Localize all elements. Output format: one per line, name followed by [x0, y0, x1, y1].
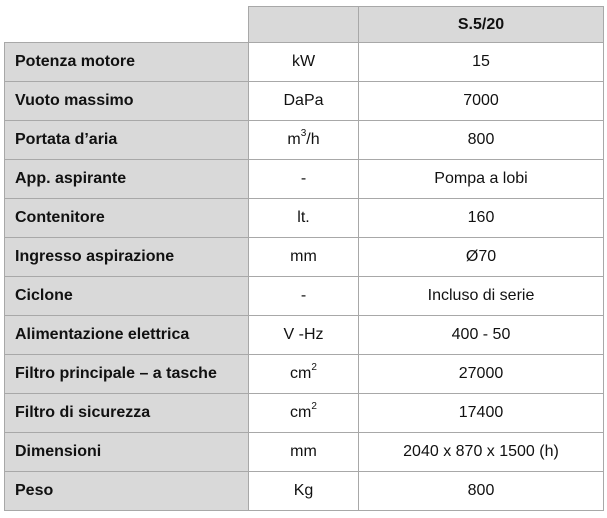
- row-unit: Kg: [249, 472, 359, 511]
- row-value: Ø70: [359, 238, 604, 277]
- row-unit: [249, 355, 359, 394]
- model-header: S.5/20: [359, 7, 604, 43]
- row-label: Filtro principale – a tasche: [5, 355, 249, 394]
- row-label: Dimensioni: [5, 433, 249, 472]
- row-label: Alimentazione elettrica: [5, 316, 249, 355]
- table-row: [5, 121, 604, 160]
- row-value: 27000: [359, 355, 604, 394]
- unit-superscript: 3: [300, 127, 307, 139]
- row-value: 7000: [359, 82, 604, 121]
- unit-base: cm: [290, 365, 312, 382]
- row-unit: V -Hz: [249, 316, 359, 355]
- row-value: 800: [359, 121, 604, 160]
- table-row: [5, 238, 604, 277]
- row-label: Vuoto massimo: [5, 82, 249, 121]
- table-row: [5, 355, 604, 394]
- row-unit: mm: [249, 433, 359, 472]
- row-unit: [249, 121, 359, 160]
- row-unit: kW: [249, 43, 359, 82]
- table-row: [5, 472, 604, 511]
- table-row: [5, 277, 604, 316]
- unit-superscript: 2: [311, 361, 317, 373]
- table-row: [5, 433, 604, 472]
- row-label: Contenitore: [5, 199, 249, 238]
- table-row: [5, 82, 604, 121]
- row-unit: mm: [249, 238, 359, 277]
- row-unit: [249, 394, 359, 433]
- row-value: 800: [359, 472, 604, 511]
- row-value: 17400: [359, 394, 604, 433]
- row-label: Ingresso aspirazione: [5, 238, 249, 277]
- row-value: 2040 x 870 x 1500 (h): [359, 433, 604, 472]
- row-value: 15: [359, 43, 604, 82]
- row-value: Pompa a lobi: [359, 160, 604, 199]
- spec-table: [4, 6, 604, 511]
- row-value: Incluso di serie: [359, 277, 604, 316]
- unit-base: m: [287, 131, 301, 148]
- table-row: [5, 43, 604, 82]
- unit-tail: /h: [306, 131, 320, 148]
- row-unit: -: [249, 160, 359, 199]
- header-unit-cell: [249, 7, 359, 43]
- row-label: App. aspirante: [5, 160, 249, 199]
- row-unit: -: [249, 277, 359, 316]
- table-row: [5, 160, 604, 199]
- unit-base: cm: [290, 404, 312, 421]
- row-label: Ciclone: [5, 277, 249, 316]
- table-row: [5, 199, 604, 238]
- row-label: Portata d’aria: [5, 121, 249, 160]
- row-label: Filtro di sicurezza: [5, 394, 249, 433]
- row-value: 160: [359, 199, 604, 238]
- table-row: [5, 316, 604, 355]
- row-unit: DaPa: [249, 82, 359, 121]
- unit-superscript: 2: [311, 400, 317, 412]
- table-header-row: [5, 7, 604, 43]
- header-empty-cell: [5, 7, 249, 43]
- row-value: 400 - 50: [359, 316, 604, 355]
- row-unit: lt.: [249, 199, 359, 238]
- row-label: Peso: [5, 472, 249, 511]
- row-label: Potenza motore: [5, 43, 249, 82]
- table-row: [5, 394, 604, 433]
